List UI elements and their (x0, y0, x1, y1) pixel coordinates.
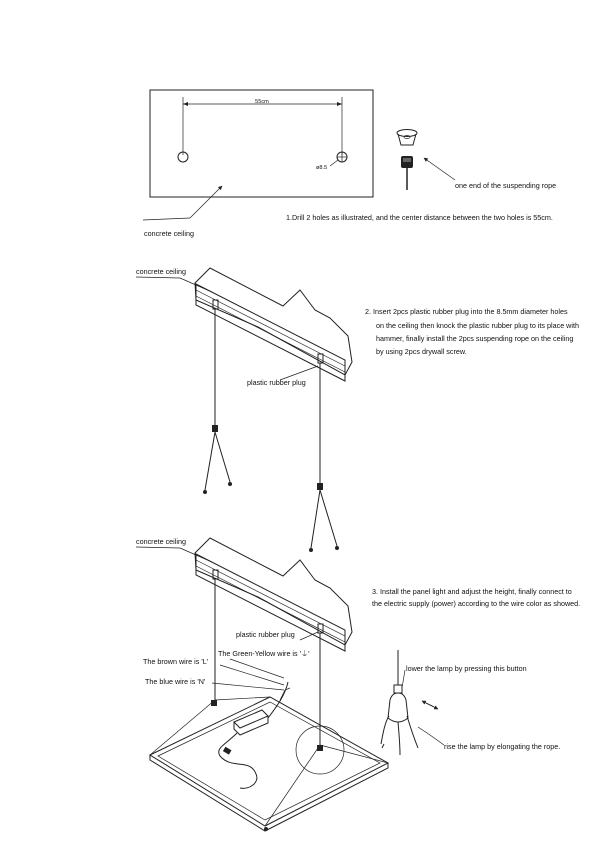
step3-instruction-2: the electric supply (power) according to the wire color as showed. (372, 599, 581, 608)
step2-ceiling-label: concrete ceiling (136, 267, 186, 276)
step2-instruction-3: hammer, finally install the 2pcs suspending rope on the ceiling (376, 334, 574, 343)
hole-diameter-label: ø8.5 (316, 165, 328, 171)
step1-ceiling-plan (150, 90, 373, 197)
wire-brown-label: The brown wire is 'L' (143, 657, 209, 666)
step2-ceiling-block (195, 268, 352, 381)
step3-plug-label: plastic rubber plug (236, 630, 295, 639)
step2-instruction-2: on the ceiling then knock the plastic rubber plug to its place with (376, 321, 579, 330)
wire-blue-label: The blue wire is 'N' (145, 677, 206, 686)
rope-end-icon (397, 130, 455, 191)
step2-instruction-1: 2. Insert 2pcs plastic rubber plug into the 8.5mm diameter holes (365, 307, 568, 316)
panel-light (150, 682, 388, 831)
step3-ceiling-label: concrete ceiling (136, 537, 186, 546)
rise-lamp-label: rise the lamp by elongating the rope. (444, 742, 561, 751)
step2-suspension-ropes (203, 309, 339, 552)
step2-instruction-4: by using 2pcs drywall screw. (376, 347, 467, 356)
wire-green-yellow-label: The Green-Yellow wire is '⏚' (218, 649, 310, 658)
step1-ceiling-label: concrete ceiling (144, 229, 194, 238)
step3-instruction-1: 3. Install the panel light and adjust the height, finally connect to (372, 587, 572, 596)
step1-instruction: 1.Drill 2 holes as illustrated, and the center distance between the two holes is 55cm. (286, 213, 553, 222)
rope-end-label: one end of the suspending rope (455, 181, 557, 190)
lower-lamp-label: lower the lamp by pressing this button (406, 664, 527, 673)
dimension-label: 55cm (255, 99, 269, 105)
step2-plug-label: plastic rubber plug (247, 378, 306, 387)
